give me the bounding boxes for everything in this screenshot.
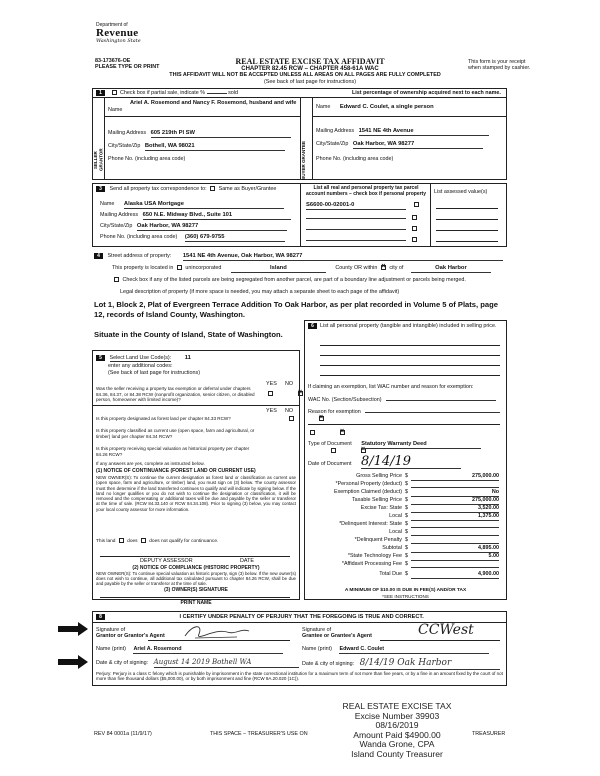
buyer-city-row	[316, 141, 483, 149]
buyer-phone-row	[316, 156, 393, 163]
minimum-due-note: A MINIMUM OF $10.00 IS DUE IN FEE(S) AND/OR TAX	[344, 588, 467, 593]
partial-sale-row	[96, 90, 238, 97]
corr-name-label: Name	[100, 201, 115, 207]
corr-name-row	[100, 201, 284, 209]
doc-type-label: Type of Document	[308, 441, 352, 447]
section-8-badge: 8	[96, 614, 105, 620]
certify-text: I CERTIFY UNDER PENALTY OF PERJURY THAT THE FOREGOING IS TRUE AND CORRECT.	[179, 614, 424, 620]
q1-yes-checkbox[interactable]	[268, 391, 273, 396]
parcel-personal-checkbox-3[interactable]	[412, 226, 417, 231]
receipt-note2: when stamped by cashier.	[468, 65, 531, 71]
grantee-date-label: Date & city of signing:	[302, 661, 355, 667]
exemption-label: Exemption Claimed (deduct)	[333, 489, 402, 495]
dept-line3: Washington State	[96, 38, 141, 45]
exemption-value[interactable]: No	[411, 489, 499, 497]
street-address-value[interactable]: 1541 NE 4th Avenue, Oak Harbor, WA 98277	[183, 253, 503, 261]
reason-label: Reason for exemption	[308, 409, 361, 415]
personal-label: *Personal Property (deduct)	[335, 481, 402, 487]
personal-property-row	[308, 323, 504, 330]
section-6-badge: 6	[308, 323, 317, 329]
delinq-state-value[interactable]	[411, 521, 499, 528]
treasurer-stamp	[322, 702, 472, 760]
seller-city-value[interactable]: Bothell, WA 98021	[145, 143, 285, 151]
form-code: 83-173676-OE	[95, 58, 131, 64]
question-3: Is this property classified as current use (open space, farm and agricultural, or timber) land per chapter 84.34 RCW?	[96, 428, 255, 439]
rev-code: REV 84 0001a (11/9/17)	[94, 731, 152, 737]
arrow-icon-date	[58, 655, 88, 669]
parcel-number[interactable]: S6600-00-02001-0	[306, 202, 406, 210]
taxable-dollar: $	[405, 497, 408, 503]
grantor-date-label: Date & city of signing:	[96, 660, 149, 666]
local-tax-value[interactable]: 1,375.00	[411, 513, 499, 521]
land-use-select-label: Select Land Use Code(s):	[109, 355, 172, 361]
deputy-date-label: DATE	[240, 558, 254, 564]
buyer-name-row	[316, 104, 434, 111]
doc-date-row	[308, 456, 461, 469]
seller-mailing-value[interactable]: 605 219th Pl SW	[151, 130, 291, 138]
q1-no-checkbox[interactable]	[298, 391, 303, 396]
partial-sale-sold: sold	[228, 90, 238, 96]
grantor-sig-label1: Signature of	[96, 627, 126, 633]
stamp-line2: Excise Number 39903	[354, 710, 440, 721]
section-4-badge: 4	[94, 253, 103, 259]
stamp-line6: Island County Treasurer	[351, 748, 443, 759]
grantee-name-label: Name (print)	[302, 646, 332, 652]
corr-mailing-row	[100, 212, 291, 220]
delinq-local-dollar: $	[405, 529, 408, 535]
same-as-buyer-label: Same as Buyer/Grantee	[218, 186, 277, 192]
grantee-signature-image[interactable]: CCWest	[418, 622, 474, 638]
buyer-city-label: City/State/Zip	[316, 141, 349, 147]
land-does-not-label: does not qualify for continuance.	[149, 538, 219, 544]
please-type: PLEASE TYPE OR PRINT	[95, 64, 160, 70]
tech-fee-dollar: $	[405, 553, 408, 559]
unincorporated-label: unincorporated	[185, 265, 222, 271]
taxable-label: Taxable Selling Price	[351, 497, 402, 503]
county-label: County OR within	[335, 265, 378, 271]
delinq-local-value[interactable]	[411, 529, 499, 536]
doc-date-value[interactable]: 8/14/19	[361, 456, 461, 469]
gross-value[interactable]: 275,000.00	[411, 473, 499, 481]
corr-city-value[interactable]: Oak Harbor, WA 98277	[137, 223, 287, 231]
buyer-mailing-label: Mailing Address	[316, 128, 355, 134]
seller-name-value[interactable]: Ariel A. Rosemond and Nancy F. Rosemond, husband and wife	[130, 100, 297, 106]
penalty-dollar: $	[405, 537, 408, 543]
located-row	[112, 265, 491, 273]
parcel-row-4	[306, 235, 419, 244]
arrow-icon-grantor	[58, 622, 88, 636]
no-header-1: NO	[285, 381, 294, 387]
notice1-title: (1) NOTICE OF CONTINUANCE (FOREST LAND OR CURRENT USE)	[96, 468, 256, 474]
dept-line1: Department of	[96, 22, 128, 28]
land-use-see-back: (See back of last page for instructions)	[108, 370, 200, 376]
section-5-badge: 5	[96, 355, 105, 361]
total-due-dollar: $	[405, 571, 408, 577]
question-4: Is this property receiving special valuation as historical property per chapter 84.26 RCW?	[96, 446, 250, 457]
tech-fee-label: *State Technology Fee	[347, 553, 402, 559]
correspondence-row	[96, 186, 276, 193]
grantee-date-row	[302, 658, 500, 670]
boundary-note: Check box if any of the listed parcels are being segregated from another parcel, are part of a boundary line adjustment or parcels being merged.	[122, 277, 466, 283]
form-warning: THIS AFFIDAVIT WILL NOT BE ACCEPTED UNLESS ALL AREAS ON ALL PAGES ARE FULLY COMPLETED	[169, 72, 441, 78]
unincorporated-checkbox[interactable]	[177, 265, 182, 270]
buyer-mailing-row	[316, 128, 489, 136]
city-of-label: city of	[389, 265, 404, 271]
seller-phone-label: Phone No. (including area code)	[108, 156, 186, 162]
street-address-row	[94, 253, 503, 261]
situate-line[interactable]: Situate in the County of Island, State of Washington.	[94, 330, 283, 339]
located-label: This property is located in	[112, 265, 174, 271]
this-land-row	[96, 538, 218, 545]
delinq-local-label: Local	[389, 529, 402, 535]
wac-row	[308, 396, 496, 404]
parcel-personal-checkbox-2[interactable]	[412, 215, 417, 220]
grantor-sig-label2: Grantor or Grantor's Agent	[96, 633, 165, 639]
receipt-note1: This form is your receipt	[468, 59, 526, 65]
perjury-note: Perjury: Perjury is a class C felony which is punishable by imprisonment in the state correctional institution for a maximum term of not more than five years, or by a fine in an amount fixed by the court of not more than five thousand dollars ($5,000.00), or by both imprisonment and fine (RCW 9A.20.020 (1C)).	[96, 671, 503, 682]
grantor-date-row	[96, 658, 299, 668]
stamp-line4: Amount Paid $4900.00	[353, 729, 441, 740]
land-does-not-checkbox[interactable]	[141, 538, 146, 543]
partial-sale-checkbox[interactable]	[112, 90, 117, 95]
grantee-name-value[interactable]: Edward C. Coulet	[339, 646, 489, 654]
tech-fee-value[interactable]: 5.00	[411, 553, 499, 561]
boundary-row	[112, 277, 466, 284]
buyer-side-label: BUYER GRANTEE	[301, 140, 306, 180]
county-value[interactable]: Island	[231, 265, 326, 273]
grantor-name-row	[96, 646, 283, 654]
buyer-phone-label: Phone No. (including area code)	[316, 156, 394, 162]
parcel-row-3	[306, 224, 419, 233]
section-3-badge: 3	[96, 186, 105, 192]
partial-sale-label: Check box if partial sale, indicate %	[120, 90, 206, 96]
seller-mailing-row	[108, 130, 291, 138]
personal-value[interactable]	[411, 481, 499, 488]
grantor-date-value[interactable]: August 14 2019 Bothell WA	[154, 658, 299, 668]
buyer-mailing-value[interactable]: 1541 NE 4th Avenue	[359, 128, 489, 136]
reason-row	[308, 408, 500, 416]
legal-note: Legal description of property (if more space is needed, you may attach a separate sheet to each page of the affidavit)	[120, 289, 400, 295]
corr-phone-row	[100, 234, 285, 242]
seller-mailing-label: Mailing Address	[108, 130, 147, 136]
corr-name-value[interactable]: Alaska USA Mortgage	[124, 201, 284, 209]
treasurer-space: THIS SPACE – TREASURER'S USE ON	[210, 731, 308, 737]
parcel-personal-checkbox-1[interactable]	[414, 202, 419, 207]
affidavit-fee-dollar: $	[405, 561, 408, 567]
delinq-state-label: *Delinquent Interest: State	[339, 521, 402, 527]
grantee-name-row	[302, 646, 489, 654]
penalty-value[interactable]	[411, 537, 499, 544]
grantee-date-value[interactable]: 8/14/19 Oak Harbor	[360, 658, 500, 670]
stamp-line1: REAL ESTATE EXCISE TAX	[342, 701, 452, 711]
land-does-label: does	[127, 538, 138, 544]
land-use-additional: enter any additional codes:	[108, 363, 173, 369]
section-1-badge: 1	[96, 90, 105, 96]
seller-side-label: SELLER GRANTOR	[93, 148, 104, 172]
buyer-name-label: Name	[316, 104, 331, 110]
land-use-code-row	[96, 355, 191, 362]
notice2-title: (2) NOTICE OF COMPLIANCE (HISTORIC PROPERTY)	[132, 565, 260, 571]
state-tax-dollar: $	[405, 505, 408, 511]
delinq-state-dollar: $	[405, 521, 408, 527]
form-title: REAL ESTATE EXCISE TAX AFFIDAVIT	[235, 57, 385, 66]
seller-phone-row	[108, 156, 185, 163]
legal-description[interactable]: Lot 1, Block 2, Plat of Evergreen Terrace Addition To Oak Harbor, as per plat recorded in Volume 5 of Plats, page 12, records of Island County, Washington.	[94, 300, 498, 319]
subtotal-value[interactable]: 4,895.00	[411, 545, 499, 553]
deputy-assessor-label: DEPUTY ASSESSOR	[140, 558, 193, 564]
corr-city-label: City/State/Zip	[100, 223, 133, 229]
seller-name-label: Name	[108, 107, 123, 113]
local-tax-dollar: $	[405, 513, 408, 519]
corr-mailing-value[interactable]: 650 N.E. Midway Blvd., Suite 101	[143, 212, 291, 220]
grantor-name-label: Name (print)	[96, 646, 126, 652]
buyer-name-value[interactable]: Edward C. Coulet, a single person	[339, 104, 434, 110]
seller-city-label: City/State/Zip	[108, 143, 141, 149]
certify-row	[96, 614, 424, 621]
boundary-checkbox[interactable]	[114, 277, 119, 282]
corr-phone-label: Phone No. (including area code)	[100, 234, 178, 240]
list-percentage-note: List percentage of ownership acquired next to each name.	[352, 90, 501, 96]
doc-type-row	[308, 441, 481, 449]
dept-logo-text: Revenue	[96, 27, 139, 40]
owner-signature-label: (3) OWNER(S) SIGNATURE	[164, 587, 228, 593]
same-as-buyer-checkbox[interactable]	[210, 186, 215, 191]
if-any-yes: If any answers are yes, complete as instructed below.	[96, 461, 205, 466]
grantee-sig-label1: Signature of	[302, 627, 332, 633]
corr-city-row	[100, 223, 287, 231]
dept-logo	[96, 22, 160, 45]
total-due-value[interactable]: 4,900.00	[411, 571, 499, 579]
q2-yes-checkbox[interactable]	[289, 416, 294, 421]
doc-type-value[interactable]: Statutory Warranty Deed	[361, 441, 481, 449]
parcel-row-1	[306, 202, 421, 210]
local-tax-label: Local	[389, 513, 402, 519]
buyer-city-value[interactable]: Oak Harbor, WA 98277	[353, 141, 483, 149]
no-header-2: NO	[285, 408, 294, 414]
affidavit-fee-value[interactable]	[411, 561, 499, 568]
personal-property-label: List all personal property (tangible and intangible) included in selling price.	[320, 323, 497, 329]
stamp-line5: Wanda Grone, CPA	[359, 739, 435, 750]
city-of-checkbox[interactable]	[381, 265, 386, 270]
form-chapter: CHAPTER 82.45 RCW – CHAPTER 458-61A WAC	[241, 66, 379, 72]
question-1: Was the seller receiving a property tax exemption or deferral under chapters 84.36, 84.37, or 84.38 RCW (nonprofit organization, senior citizen, or disabled person, homeowner with limited income)?	[96, 386, 255, 403]
print-name-label: PRINT NAME	[180, 600, 212, 606]
corr-phone-value[interactable]: (360) 679-9755	[185, 234, 285, 242]
subtotal-label: Subtotal	[382, 545, 402, 551]
yes-header-2: YES	[266, 408, 277, 414]
exemption-dollar: $	[405, 489, 408, 495]
doc-date-label: Date of Document	[308, 461, 352, 467]
yes-header-1: YES	[266, 381, 277, 387]
gross-dollar: $	[405, 473, 408, 479]
see-back-top: (See back of last page for instructions)	[264, 79, 356, 85]
land-use-code[interactable]: 11	[184, 355, 191, 361]
grantee-sig-label2: Grantee or Grantee's Agent	[302, 633, 372, 639]
street-address-label: Street address of property:	[107, 253, 172, 259]
grantor-name-value[interactable]: Ariel A. Rosemond	[133, 646, 283, 654]
personal-dollar: $	[405, 481, 408, 487]
state-tax-value[interactable]: 3,520.00	[411, 505, 499, 513]
parcel-personal-checkbox-4[interactable]	[412, 237, 417, 242]
seller-city-row	[108, 143, 285, 151]
land-does-checkbox[interactable]	[119, 538, 124, 543]
treasurer-label: TREASURER	[472, 731, 506, 737]
this-land-label: This land	[96, 538, 116, 544]
stamp-line3: 08/16/2019	[375, 720, 419, 731]
penalty-label: *Delinquent Penalty	[354, 537, 402, 543]
taxable-value[interactable]: 275,000.00	[411, 497, 499, 505]
notice2-body: NEW OWNER(S): To continue special valuation as historic property, sign (3) below. If the new owner(s) does not wish to continue, all additional tax calculated pursuant to chapter 84.26 RCW, shall be due and payable by the seller or transferor at the time of sale.	[96, 571, 296, 586]
city-value[interactable]: Oak Harbor	[411, 265, 491, 273]
correspondence-label: Send all property tax correspondence to:	[109, 186, 207, 192]
wac-label: WAC No. (Section/Subsection)	[308, 397, 382, 403]
affidavit-fee-label: *Affidavit Processing Fee	[341, 561, 402, 567]
seller-name-row	[108, 100, 298, 113]
see-instructions-note: *SEE INSTRUCTIONS	[382, 594, 429, 599]
subtotal-dollar: $	[405, 545, 408, 551]
assessed-label: List assessed value(s)	[434, 189, 488, 195]
state-tax-label: Excise Tax: State	[360, 505, 402, 511]
parcel-row-2	[306, 213, 419, 222]
question-2: Is this property designated as forest land per chapter 84.33 RCW?	[96, 416, 231, 421]
grantor-signature-image[interactable]	[175, 622, 255, 642]
gross-label: Gross Selling Price	[356, 473, 402, 479]
notice1-body: NEW OWNER(S): To continue the current designation as forest land or classification as current use (open space, farm and agriculture, or timber) land, you must sign on (3) below. The county assessor must then determine if the land transferred continues to qualify and will indicate by signing below. If the land no longer qualifies or you do not wish to continue the designation or classification, it will be removed and the compensating or additional taxes will be due and payable by the seller or transferor at the time of sale. (RCW 84.33.140 or RCW 84.34.108). Prior to signing (3) below, you may contact your local county assessor for more information.	[96, 475, 296, 512]
exemption-claim-label: If claiming an exemption, list WAC number and reason for exemption:	[308, 384, 474, 390]
corr-mailing-label: Mailing Address	[100, 212, 139, 218]
total-due-label: Total Due	[379, 571, 402, 577]
parcel-heading: List all real and personal property tax parcel account numbers – check box if personal property	[305, 185, 427, 198]
